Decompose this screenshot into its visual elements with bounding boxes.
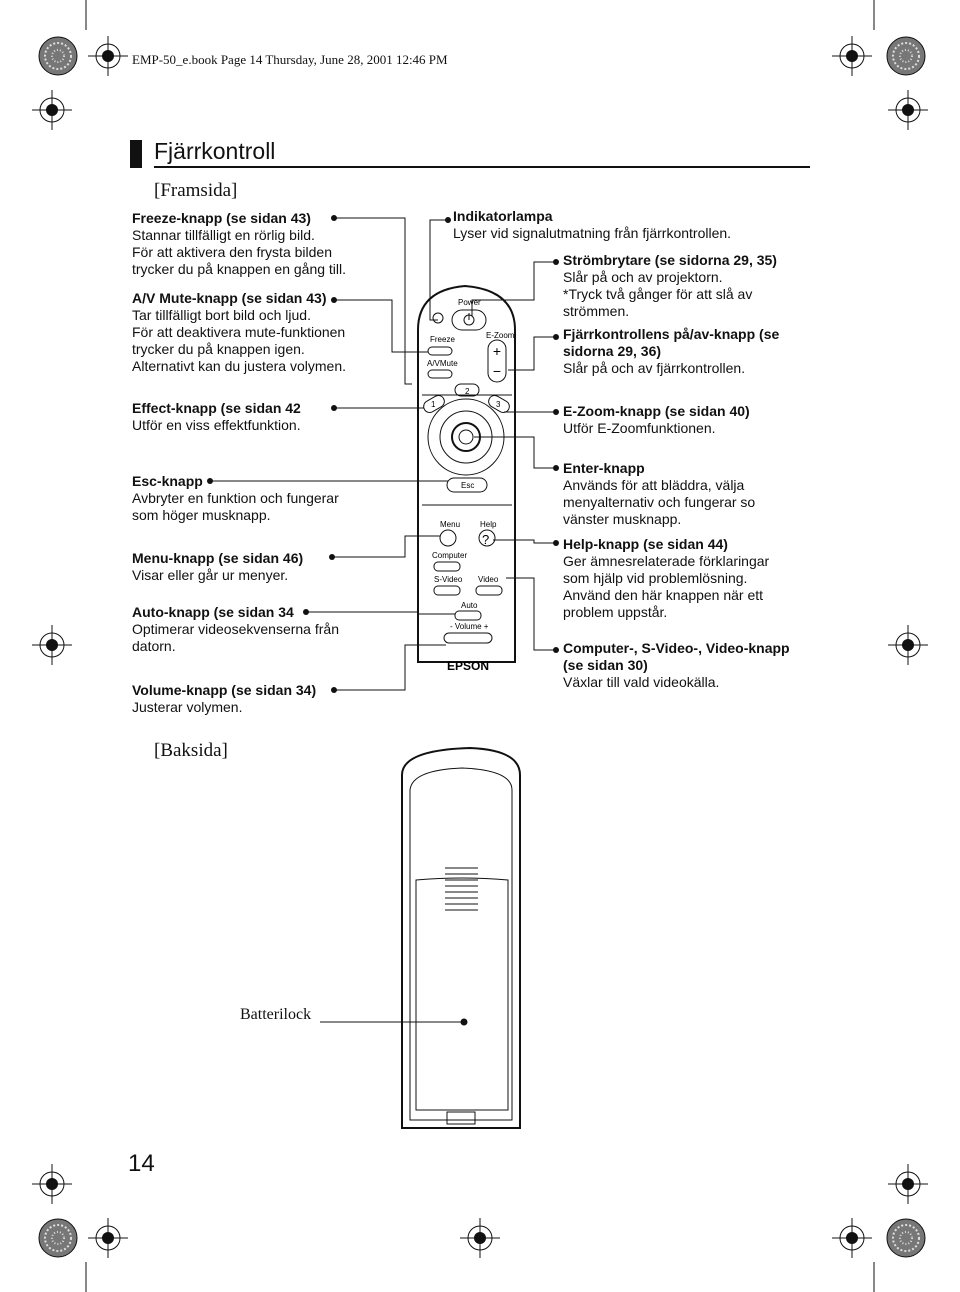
ann-effect-line: Utför en viss effektfunktion. [132, 417, 301, 433]
ann-enter-line: vänster musknapp. [563, 511, 682, 527]
section-back: [Baksida] [154, 740, 228, 761]
ann-freeze-heading: Freeze-knapp (se sidan 43) [132, 210, 311, 226]
ann-avmute-line: Tar tillfälligt bort bild och ljud. [132, 307, 311, 323]
battery-label: Batterilock [240, 1006, 312, 1023]
registration-mark [32, 90, 72, 130]
ann-remote-onoff-heading2: sidorna 29, 36) [563, 343, 662, 359]
ann-remote-onoff-line: Slår på och av fjärrkontrollen. [563, 360, 746, 376]
ann-power-line: strömmen. [563, 303, 630, 319]
ann-source-line: Växlar till vald videokälla. [563, 674, 720, 690]
crop-star-mark [887, 1219, 925, 1257]
ann-menu-heading: Menu-knapp (se sidan 46) [132, 550, 304, 566]
ann-enter-heading: Enter-knapp [563, 460, 645, 476]
registration-mark [888, 625, 928, 665]
leader-auto [306, 612, 455, 614]
ann-auto-heading: Auto-knapp (se sidan 34 [132, 604, 294, 620]
registration-mark [832, 1218, 872, 1258]
crop-star-mark [887, 37, 925, 75]
remote-back [320, 748, 520, 1128]
registration-mark [888, 90, 928, 130]
label-effect-2: 2 [465, 387, 470, 396]
label-menu: Menu [440, 520, 461, 529]
label-volume: - Volume + [450, 622, 489, 631]
menu-button[interactable] [440, 530, 456, 546]
leader-menu [332, 536, 440, 557]
crop-star-mark [39, 37, 77, 75]
label-esc: Esc [461, 481, 475, 490]
ann-power-heading: Strömbrytare (se sidorna 29, 35) [563, 252, 777, 268]
book-header-line: EMP-50_e.book Page 14 Thursday, June 28, 2001 12:46 PM [132, 52, 448, 67]
ann-remote-onoff-heading: Fjärrkontrollens på/av-knapp (se [563, 326, 780, 342]
ann-help-line: problem uppstår. [563, 604, 668, 620]
ann-ezoom-line: Utför E-Zoomfunktionen. [563, 420, 716, 436]
ann-freeze-line: trycker du på knappen en gång till. [132, 261, 347, 277]
leader-avmute [334, 300, 428, 352]
help-question-icon: ? [482, 532, 490, 547]
page-number: 14 [128, 1150, 155, 1177]
ann-help-heading: Help-knapp (se sidan 44) [563, 536, 728, 552]
computer-button[interactable] [434, 562, 460, 571]
registration-mark [832, 36, 872, 76]
crop-star-mark [39, 1219, 77, 1257]
ann-indicator-line: Lyser vid signalutmatning från fjärrkontrollen. [453, 225, 732, 241]
label-freeze: Freeze [430, 335, 455, 344]
ann-help-line: som hjälp vid problemlösning. [563, 570, 748, 586]
label-avmute: A/VMute [427, 359, 458, 368]
indicator-lamp [433, 313, 443, 323]
ann-indicator-heading: Indikatorlampa [453, 208, 553, 224]
ann-help-line: Använd den här knappen när ett [563, 587, 764, 603]
leader-volume [334, 645, 446, 690]
leader-source [506, 578, 556, 650]
section-front: [Framsida] [154, 180, 238, 201]
ann-ezoom-heading: E-Zoom-knapp (se sidan 40) [563, 403, 750, 419]
label-computer: Computer [432, 551, 468, 560]
ann-source-heading: Computer-, S-Video-, Video-knapp [563, 640, 790, 656]
ann-freeze-line: För att aktivera den frysta bilden [132, 244, 332, 260]
registration-mark [88, 1218, 128, 1258]
auto-button[interactable] [455, 611, 481, 620]
ezoom-plus: + [492, 343, 502, 359]
avmute-button[interactable] [428, 370, 452, 378]
ann-enter-line: menyalternativ och fungerar so [563, 494, 756, 510]
video-button[interactable] [476, 586, 502, 595]
battery-cover[interactable] [416, 878, 508, 1110]
label-svideo: S-Video [434, 575, 463, 584]
label-auto: Auto [461, 601, 478, 610]
registration-mark [32, 625, 72, 665]
label-ezoom: E-Zoom [486, 331, 515, 340]
leader-freeze [334, 218, 412, 384]
ann-effect-heading: Effect-knapp (se sidan 42 [132, 400, 301, 416]
freeze-button[interactable] [428, 347, 452, 355]
leader-indicator [430, 220, 448, 320]
label-help: Help [480, 520, 497, 529]
remote-front [418, 286, 515, 673]
ann-esc-heading: Esc-knapp [132, 473, 203, 489]
registration-mark [88, 36, 128, 76]
ann-power-line: Slår på och av projektorn. [563, 269, 723, 285]
ezoom-minus: − [492, 363, 502, 379]
ann-avmute-heading: A/V Mute-knapp (se sidan 43) [132, 290, 327, 306]
page-title: Fjärrkontroll [154, 138, 276, 164]
ann-auto-line: Optimerar videosekvenserna från [132, 621, 339, 637]
leader-help [493, 540, 556, 543]
ann-volume-heading: Volume-knapp (se sidan 34) [132, 682, 317, 698]
label-video: Video [478, 575, 499, 584]
epson-logo: EPSON [447, 659, 490, 673]
ann-auto-line: datorn. [132, 638, 176, 654]
registration-mark [460, 1218, 500, 1258]
ann-esc-line: Avbryter en funktion och fungerar [132, 490, 339, 506]
registration-mark [888, 1164, 928, 1204]
registration-mark [32, 1164, 72, 1204]
ann-enter-line: Används för att bläddra, välja [563, 477, 745, 493]
ann-source-heading2: (se sidan 30) [563, 657, 648, 673]
ann-freeze-line: Stannar tillfälligt en rörlig bild. [132, 227, 315, 243]
label-effect-1: 1 [431, 400, 436, 409]
svideo-button[interactable] [434, 586, 460, 595]
ann-esc-line: som höger musknapp. [132, 507, 271, 523]
label-effect-3: 3 [496, 400, 501, 409]
ann-avmute-line: För att deaktivera mute-funktionen [132, 324, 346, 340]
ann-help-line: Ger ämnesrelaterade förklaringar [563, 553, 770, 569]
label-power: Power [458, 298, 481, 307]
ann-menu-line: Visar eller går ur menyer. [132, 567, 289, 583]
battery-tab [447, 1112, 475, 1124]
volume-button[interactable] [444, 633, 492, 643]
ann-avmute-line: trycker du på knappen igen. [132, 341, 305, 357]
ann-power-line: *Tryck två gånger för att slå av [563, 286, 753, 302]
enter-button-center [459, 430, 473, 444]
ann-avmute-line: Alternativt kan du justera volymen. [132, 358, 346, 374]
ann-volume-line: Justerar volymen. [132, 699, 243, 715]
